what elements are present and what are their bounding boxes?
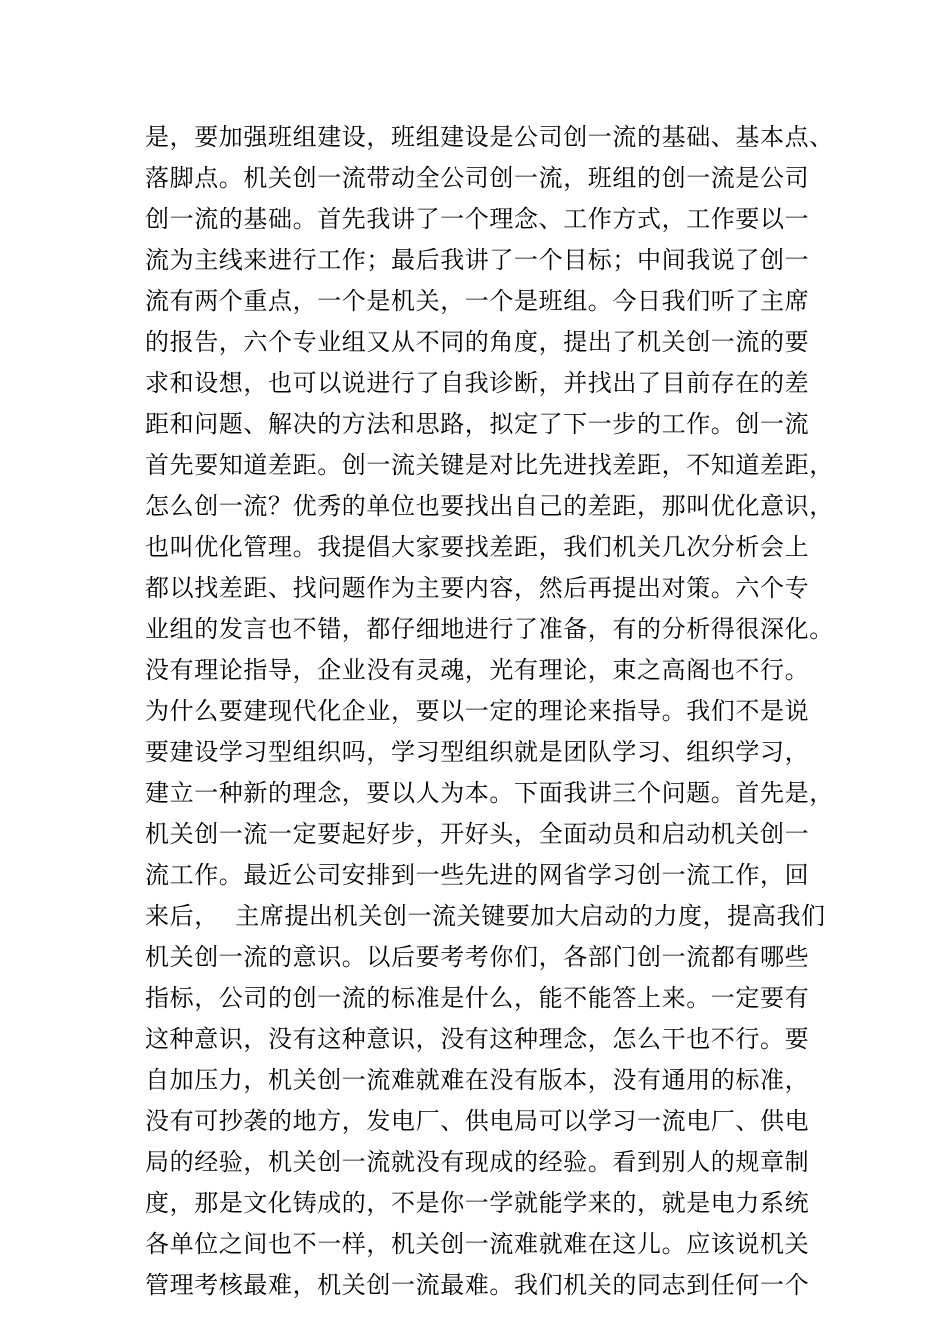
text-line: 指标，公司的创一流的标准是什么，能不能答上来。一定要有 [145, 984, 810, 1012]
text-line: 要建设学习型组织吗，学习型组织就是团队学习、组织学习， [145, 738, 810, 766]
text-line: 求和设想，也可以说进行了自我诊断，并找出了目前存在的差 [145, 369, 810, 397]
text-line: 机关创一流的意识。以后要考考你们，各部门创一流都有哪些 [145, 943, 810, 971]
text-line: 首先要知道差距。创一流关键是对比先进找差距，不知道差距， [145, 451, 834, 479]
text-line: 流工作。最近公司安排到一些先进的网省学习创一流工作，回 [145, 861, 810, 889]
text-line: 创一流的基础。首先我讲了一个理念、工作方式，工作要以一 [145, 205, 810, 233]
text-line: 的报告，六个专业组又从不同的角度，提出了机关创一流的要 [145, 328, 810, 356]
text-line: 建立一种新的理念，要以人为本。下面我讲三个问题。首先是， [145, 779, 834, 807]
text-line: 机关创一流一定要起好步，开好头，全面动员和启动机关创一 [145, 820, 810, 848]
text-line: 怎么创一流？优秀的单位也要找出自己的差距，那叫优化意识， [145, 492, 834, 520]
text-line: 流有两个重点，一个是机关，一个是班组。今日我们听了主席 [145, 287, 810, 315]
text-line: 业组的发言也不错，都仔细地进行了准备，有的分析得很深化。 [145, 615, 834, 643]
text-line: 都以找差距、找问题作为主要内容，然后再提出对策。六个专 [145, 574, 810, 602]
text-line: 为什么要建现代化企业，要以一定的理论来指导。我们不是说 [145, 697, 810, 725]
text-line: 没有可抄袭的地方，发电厂、供电局可以学习一流电厂、供电 [145, 1107, 810, 1135]
text-line: 落脚点。机关创一流带动全公司创一流，班组的创一流是公司 [145, 164, 810, 192]
text-line: 这种意识，没有这种意识，没有这种理念，怎么干也不行。要 [145, 1025, 810, 1053]
text-line: 管理考核最难，机关创一流最难。我们机关的同志到任何一个 [145, 1271, 810, 1299]
text-line: 流为主线来进行工作；最后我讲了一个目标；中间我说了创一 [145, 246, 810, 274]
text-line: 局的经验，机关创一流就没有现成的经验。看到别人的规章制 [145, 1148, 810, 1176]
text-line: 来后， 主席提出机关创一流关键要加大启动的力度，提高我们 [145, 902, 826, 930]
text-line: 是，要加强班组建设，班组建设是公司创一流的基础、基本点、 [145, 123, 834, 151]
body-text [145, 117, 834, 1306]
text-line: 自加压力，机关创一流难就难在没有版本，没有通用的标准， [145, 1066, 810, 1094]
text-line: 没有理论指导，企业没有灵魂，光有理论，束之高阁也不行。 [145, 656, 810, 684]
text-line: 各单位之间也不一样，机关创一流难就难在这儿。应该说机关 [145, 1230, 810, 1258]
text-line: 也叫优化管理。我提倡大家要找差距，我们机关几次分析会上 [145, 533, 810, 561]
text-line: 度，那是文化铸成的，不是你一学就能学来的，就是电力系统 [145, 1189, 810, 1217]
text-line: 距和问题、解决的方法和思路，拟定了下一步的工作。创一流 [145, 410, 810, 438]
